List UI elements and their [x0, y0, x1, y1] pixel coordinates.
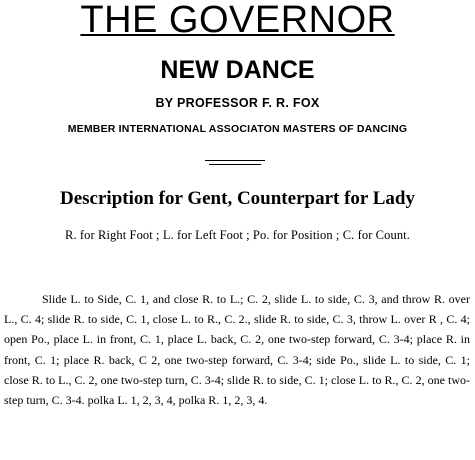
document-subtitle: NEW DANCE: [160, 56, 315, 84]
divider-rule: [205, 160, 265, 161]
divider-rule: [209, 164, 261, 165]
document-title: THE GOVERNOR: [80, 0, 395, 41]
dance-instructions: Slide L. to Side, C. 1, and close R. to L.; C. 2, slide L. to side, C. 3, and throw R. over L., C. 4; slide R. to side, C. 1, close L. to R., C. 2., slide R. to side, C. 3, throw L. over R , C. 4; open Po., place L. in front, C. 1, place L. back, C. 2, one two-step forward, C. 3-4; place R. in front, C. 1; place R. back, C 2, one two-step forward, C. 3-4; side Po., slide L. to side, C. 1; close R. to L., C. 2, one two-step turn, C. 3-4; slide R. to side, C. 1; close L. to R., C. 2, one two-step turn, C. 3-4. polka L. 1, 2, 3, 4, polka R. 1, 2, 3, 4.: [4, 292, 470, 408]
abbreviation-key: R. for Right Foot ; L. for Left Foot ; Po. for Position ; C. for Count.: [65, 228, 410, 242]
membership-line: MEMBER INTERNATIONAL ASSOCIATON MASTERS OF DANCING: [67, 123, 408, 135]
author-byline: BY PROFESSOR F. R. FOX: [155, 96, 320, 110]
section-heading: Description for Gent, Counterpart for Lady: [60, 188, 415, 209]
